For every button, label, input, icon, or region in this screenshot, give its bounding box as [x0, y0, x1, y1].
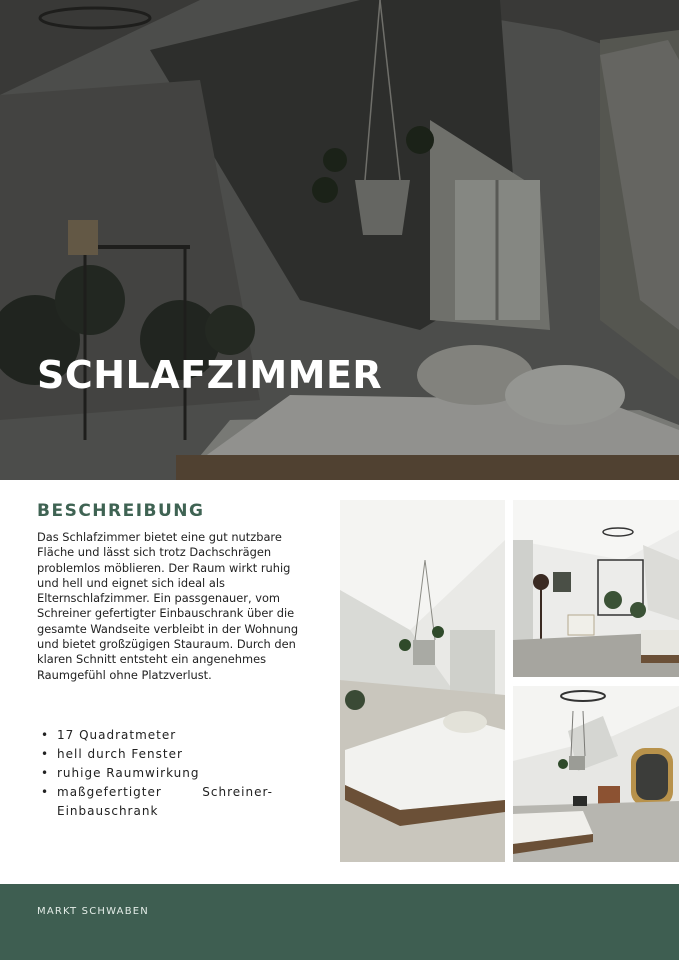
bedroom-photo-wall: [513, 500, 679, 677]
bedroom-photo-bed: [340, 500, 505, 862]
description-text: Das Schlafzimmer bietet eine gut nutzbare Fläche und lässt sich trotz Dachschrägen problemlos möblieren. Der Raum wirkt ruhig und hell und eignet sich ideal als Elternschlafzimmer. Ein passgenauer, vom Schreiner gefertigter Einbauschrank über die gesamte Wandseite verbleibt in der Wohnung und bietet großzügigen Stauraum. Durch den klaren Schnitt entsteht ein angenehmes Raumgefühl ohne Platzverlust.: [37, 530, 299, 682]
footer-location: MARKT SCHWABEN: [37, 906, 149, 917]
feature-text: ruhige Raumwirkung: [57, 766, 200, 780]
bullet-icon: •: [41, 785, 50, 799]
page-title: SCHLAFZIMMER: [37, 353, 383, 397]
bedroom-photo-desk: [513, 686, 679, 862]
bullet-icon: •: [41, 728, 50, 742]
list-item: [37, 726, 273, 745]
bullet-icon: •: [41, 747, 50, 761]
feature-text: hell durch Fenster: [57, 747, 183, 761]
feature-text: maßgefertigter Schreiner-Einbauschrank: [57, 785, 273, 818]
feature-list: [37, 726, 273, 821]
footer: [0, 884, 679, 960]
list-item: [37, 745, 273, 764]
feature-text: 17 Quadratmeter: [57, 728, 177, 742]
list-item: [37, 783, 273, 821]
list-item: [37, 764, 273, 783]
description-heading: BESCHREIBUNG: [37, 501, 205, 521]
bullet-icon: •: [41, 766, 50, 780]
description-section: [37, 500, 305, 683]
